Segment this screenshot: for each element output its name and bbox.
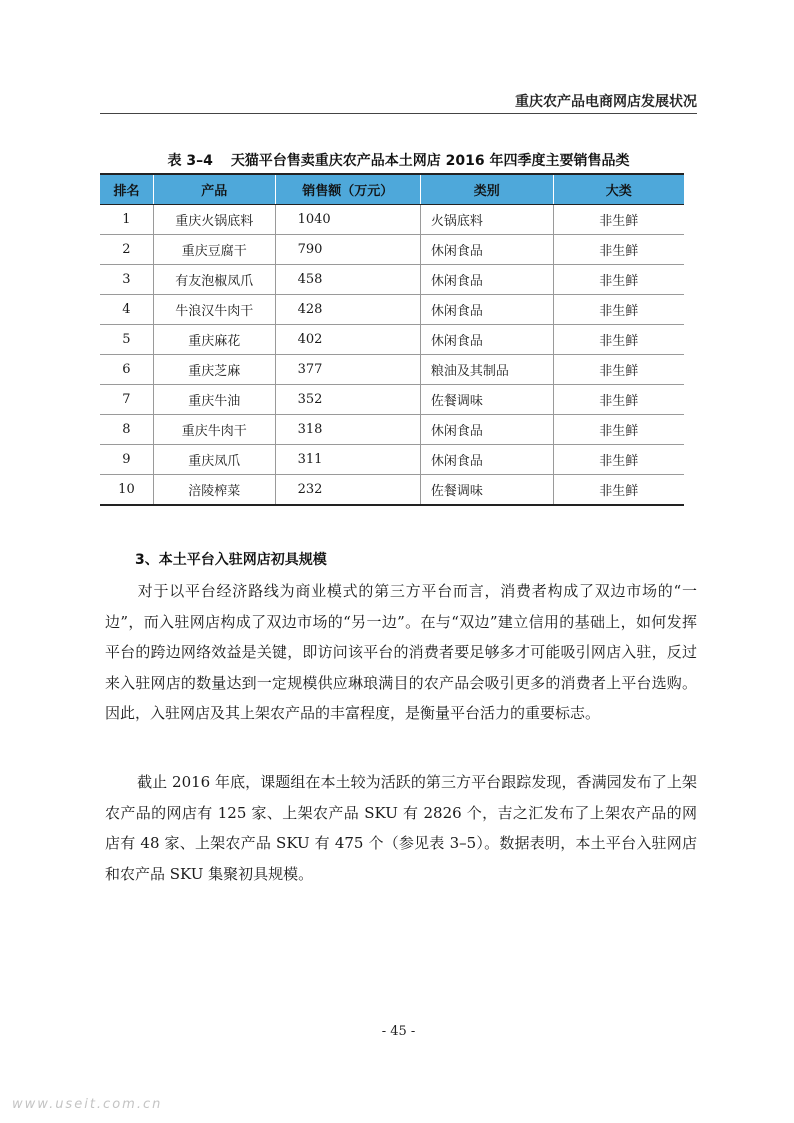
- table-caption-number: 表 3–4: [167, 153, 213, 169]
- cell-product: 重庆豆腐干: [153, 235, 275, 265]
- cell-major-category: 非生鲜: [553, 355, 684, 385]
- cell-product: 重庆牛肉干: [153, 415, 275, 445]
- cell-sales: 232: [275, 475, 420, 506]
- cell-major-category: 非生鲜: [553, 295, 684, 325]
- cell-sales: 790: [275, 235, 420, 265]
- cell-major-category: 非生鲜: [553, 235, 684, 265]
- cell-category: 休闲食品: [420, 235, 553, 265]
- cell-category: 休闲食品: [420, 295, 553, 325]
- table-body: [100, 205, 684, 506]
- cell-major-category: 非生鲜: [553, 205, 684, 235]
- cell-sales: 1040: [275, 205, 420, 235]
- cell-category: 佐餐调味: [420, 385, 553, 415]
- watermark: www.useit.com.cn: [12, 1097, 163, 1112]
- cell-sales: 402: [275, 325, 420, 355]
- cell-category: 休闲食品: [420, 265, 553, 295]
- cell-product: 重庆凤爪: [153, 445, 275, 475]
- cell-major-category: 非生鲜: [553, 475, 684, 506]
- running-head: 重庆农产品电商网店发展状况: [515, 94, 697, 110]
- header-category: 类别: [420, 174, 553, 205]
- cell-rank: 6: [100, 355, 153, 385]
- table-caption: [100, 150, 697, 170]
- cell-product: 有友泡椒凤爪: [153, 265, 275, 295]
- cell-category: 佐餐调味: [420, 475, 553, 506]
- cell-rank: 10: [100, 475, 153, 506]
- cell-rank: 3: [100, 265, 153, 295]
- cell-rank: 8: [100, 415, 153, 445]
- header-rule: [100, 113, 697, 114]
- page-number: - 45 -: [381, 1024, 416, 1039]
- cell-rank: 9: [100, 445, 153, 475]
- paragraph-text: 对于以平台经济路线为商业模式的第三方平台而言，消费者构成了双边市场的“一边”，而入驻网店构成了双边市场的“另一边”。在与“双边”建立信用的基础上，如何发挥平台的跨边网络效益是关键，即访问该平台的消费者要足够多才可能吸引网店入驻，反过来入驻网店的数量达到一定规模供应琳琅满目的农产品会吸引更多的消费者上平台选购。因此，入驻网店及其上架农产品的丰富程度，是衡量平台活力的重要标志。: [105, 582, 697, 722]
- cell-sales: 458: [275, 265, 420, 295]
- cell-major-category: 非生鲜: [553, 385, 684, 415]
- section-heading: 3、本土平台入驻网店初具规模: [135, 552, 327, 568]
- cell-sales: 428: [275, 295, 420, 325]
- cell-product: 重庆芝麻: [153, 355, 275, 385]
- cell-category: 休闲食品: [420, 325, 553, 355]
- cell-major-category: 非生鲜: [553, 325, 684, 355]
- cell-rank: 2: [100, 235, 153, 265]
- body-paragraph-1: [105, 576, 697, 729]
- header-rank: 排名: [100, 174, 153, 205]
- header-sales: 销售额（万元）: [275, 174, 420, 205]
- cell-rank: 7: [100, 385, 153, 415]
- sales-table: [100, 173, 684, 506]
- table-row: [100, 295, 684, 325]
- cell-sales: 352: [275, 385, 420, 415]
- cell-product: 涪陵榨菜: [153, 475, 275, 506]
- table-row: [100, 325, 684, 355]
- header-product: 产品: [153, 174, 275, 205]
- cell-category: 火锅底料: [420, 205, 553, 235]
- cell-category: 粮油及其制品: [420, 355, 553, 385]
- table-caption-title: 天猫平台售卖重庆农产品本土网店 2016 年四季度主要销售品类: [230, 153, 630, 169]
- table-row: [100, 265, 684, 295]
- cell-product: 重庆牛油: [153, 385, 275, 415]
- table-row: [100, 355, 684, 385]
- table-row: [100, 205, 684, 235]
- cell-sales: 377: [275, 355, 420, 385]
- cell-rank: 1: [100, 205, 153, 235]
- cell-rank: 5: [100, 325, 153, 355]
- cell-category: 休闲食品: [420, 415, 553, 445]
- table-row: [100, 415, 684, 445]
- table-row: [100, 445, 684, 475]
- cell-sales: 318: [275, 415, 420, 445]
- cell-rank: 4: [100, 295, 153, 325]
- header-major-category: 大类: [553, 174, 684, 205]
- paragraph-text: 截止 2016 年底，课题组在本土较为活跃的第三方平台跟踪发现，香满园发布了上架农产品的网店有 125 家、上架农产品 SKU 有 2826 个，吉之汇发布了上架农产品的网店有 48 家、上架农产品 SKU 有 475 个（参见表 3–5）。数据表明，本土平台入驻网店和农产品 SKU 集聚初具规模。: [105, 773, 697, 883]
- cell-major-category: 非生鲜: [553, 265, 684, 295]
- table-row: [100, 385, 684, 415]
- body-paragraph-2: [105, 767, 697, 889]
- cell-major-category: 非生鲜: [553, 415, 684, 445]
- table-row: [100, 235, 684, 265]
- cell-major-category: 非生鲜: [553, 445, 684, 475]
- table-row: [100, 475, 684, 506]
- cell-product: 重庆火锅底料: [153, 205, 275, 235]
- cell-category: 休闲食品: [420, 445, 553, 475]
- cell-sales: 311: [275, 445, 420, 475]
- table-header-row: [100, 174, 684, 205]
- cell-product: 重庆麻花: [153, 325, 275, 355]
- cell-product: 牛浪汉牛肉干: [153, 295, 275, 325]
